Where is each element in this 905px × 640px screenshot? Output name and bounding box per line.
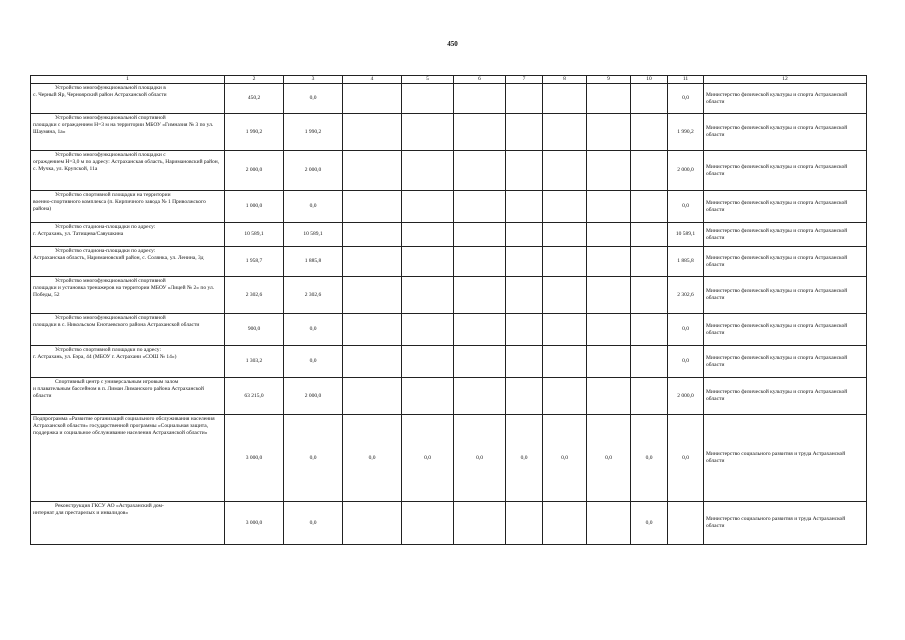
- amount-cell: 2 000,0: [225, 151, 284, 191]
- row-description: [31, 223, 225, 247]
- amount-cell: [587, 378, 631, 415]
- row-text: площадки в с. Никольском Енотаевского района Астраханской области: [33, 321, 200, 328]
- amount-cell: [402, 191, 454, 223]
- table-row: [31, 502, 867, 545]
- amount-cell: 1 990,2: [668, 114, 704, 151]
- column-number: 6: [454, 76, 506, 84]
- column-number: 7: [506, 76, 543, 84]
- amount-cell: 10 589,1: [284, 223, 343, 247]
- amount-cell: [587, 277, 631, 314]
- row-description: [31, 114, 225, 151]
- amount-cell: [454, 277, 506, 314]
- row-title: Устройство многофункциональной спортивной: [55, 315, 166, 321]
- amount-cell: [402, 247, 454, 277]
- row-text: г. Астрахань, ул. Бэра, 44 (МБОУ г. Астрахани «СОШ № 14»): [33, 353, 177, 360]
- amount-cell: [631, 191, 668, 223]
- row-text: интернат для престарелых и инвалидов»: [33, 509, 129, 516]
- amount-cell: [343, 277, 402, 314]
- amount-cell: [543, 277, 587, 314]
- amount-cell: 0,0: [284, 314, 343, 346]
- amount-cell: [587, 247, 631, 277]
- row-title: Устройство спортивной площадки на территории: [55, 192, 171, 198]
- row-description: [31, 277, 225, 314]
- amount-cell: 2 000,0: [284, 378, 343, 415]
- table-row: [31, 378, 867, 415]
- row-title: Устройство многофункциональной площадки в: [55, 85, 166, 91]
- column-number: 9: [587, 76, 631, 84]
- amount-cell: 2 302,6: [225, 277, 284, 314]
- responsible-organization: Министерство физической культуры и спорта Астраханской области: [704, 247, 867, 277]
- responsible-organization: Министерство физической культуры и спорта Астраханской области: [704, 378, 867, 415]
- table-row: [31, 277, 867, 314]
- row-description: [31, 191, 225, 223]
- table-row: [31, 247, 867, 277]
- amount-cell: [402, 378, 454, 415]
- responsible-organization: Министерство физической культуры и спорта Астраханской области: [704, 314, 867, 346]
- amount-cell: 0,0: [668, 191, 704, 223]
- amount-cell: 0,0: [284, 415, 343, 502]
- amount-cell: [454, 151, 506, 191]
- amount-cell: [543, 346, 587, 378]
- row-description: [31, 502, 225, 545]
- table-row: [31, 84, 867, 114]
- amount-cell: [402, 277, 454, 314]
- amount-cell: 0,0: [668, 84, 704, 114]
- amount-cell: 1 000,0: [225, 191, 284, 223]
- amount-cell: [506, 191, 543, 223]
- amount-cell: 2 000,0: [668, 151, 704, 191]
- amount-cell: [587, 314, 631, 346]
- row-title: Устройство многофункциональной спортивной: [55, 278, 166, 284]
- row-title: Устройство стадиона-площадки по адресу:: [55, 248, 156, 254]
- page-number: 450: [447, 40, 458, 48]
- column-number: 2: [225, 76, 284, 84]
- row-text: г. Астрахань, ул. Татищева/Савушкина: [33, 230, 124, 237]
- amount-cell: 1 885,8: [284, 247, 343, 277]
- amount-cell: 2 000,0: [668, 378, 704, 415]
- amount-cell: 0,0: [343, 415, 402, 502]
- amount-cell: [543, 502, 587, 545]
- amount-cell: [343, 378, 402, 415]
- amount-cell: [587, 502, 631, 545]
- amount-cell: [587, 346, 631, 378]
- amount-cell: 0,0: [631, 415, 668, 502]
- amount-cell: 2 302,6: [284, 277, 343, 314]
- row-text: площадки и установка тренажеров на территории МБОУ «Лицей № 2» по ул. Победы, 52: [33, 284, 215, 298]
- row-description: [31, 314, 225, 346]
- amount-cell: [506, 114, 543, 151]
- budget-table: [30, 75, 867, 545]
- amount-cell: [587, 84, 631, 114]
- column-number: 1: [31, 76, 225, 84]
- amount-cell: [454, 84, 506, 114]
- row-description: [31, 415, 225, 502]
- amount-cell: 900,0: [225, 314, 284, 346]
- responsible-organization: Министерство физической культуры и спорта Астраханской области: [704, 151, 867, 191]
- amount-cell: [506, 151, 543, 191]
- row-text: с. Черный Яр, Черноярский район Астраханской области: [33, 91, 167, 98]
- table-row: [31, 191, 867, 223]
- amount-cell: [587, 114, 631, 151]
- amount-cell: [543, 378, 587, 415]
- row-title: Реконструкция ГКСУ АО «Астраханский дом-: [55, 503, 164, 509]
- amount-cell: 0,0: [543, 415, 587, 502]
- amount-cell: 1 990,2: [225, 114, 284, 151]
- amount-cell: [402, 114, 454, 151]
- column-number-row: [31, 76, 867, 84]
- amount-cell: [343, 502, 402, 545]
- amount-cell: 0,0: [284, 346, 343, 378]
- amount-cell: 63 215,0: [225, 378, 284, 415]
- amount-cell: 0,0: [284, 191, 343, 223]
- amount-cell: 0,0: [284, 84, 343, 114]
- row-title: Устройство спортивной площадки по адресу:: [55, 347, 161, 353]
- amount-cell: [402, 346, 454, 378]
- row-title: Спортивный центр с универсальным игровым залом: [55, 379, 179, 385]
- row-text: Подпрограмма «Развитие организаций социального обслуживания населения Астраханской области» государственной программы «Социальная защита, поддержка и социальное обслуживание населения Астраханской области»: [33, 416, 215, 436]
- responsible-organization: Министерство физической культуры и спорта Астраханской области: [704, 191, 867, 223]
- amount-cell: [631, 277, 668, 314]
- column-number: 10: [631, 76, 668, 84]
- amount-cell: [343, 191, 402, 223]
- amount-cell: [631, 84, 668, 114]
- responsible-organization: Министерство физической культуры и спорта Астраханской области: [704, 84, 867, 114]
- amount-cell: [631, 346, 668, 378]
- amount-cell: 0,0: [454, 415, 506, 502]
- amount-cell: 0,0: [402, 415, 454, 502]
- amount-cell: 0,0: [668, 346, 704, 378]
- responsible-organization: Министерство физической культуры и спорта Астраханской области: [704, 223, 867, 247]
- amount-cell: 0,0: [587, 415, 631, 502]
- amount-cell: [543, 191, 587, 223]
- amount-cell: 1 885,8: [668, 247, 704, 277]
- amount-cell: [454, 502, 506, 545]
- amount-cell: [543, 247, 587, 277]
- amount-cell: [543, 84, 587, 114]
- row-description: [31, 378, 225, 415]
- amount-cell: 0,0: [284, 502, 343, 545]
- amount-cell: [454, 314, 506, 346]
- amount-cell: 3 000,0: [225, 502, 284, 545]
- amount-cell: 450,2: [225, 84, 284, 114]
- column-number: 8: [543, 76, 587, 84]
- amount-cell: [506, 346, 543, 378]
- amount-cell: [506, 314, 543, 346]
- amount-cell: [668, 502, 704, 545]
- row-text: ограждением Н=3,0 м по адресу: Астраханская область, Наримановский район, с. Мучка, ул. Крупской, 11а: [33, 158, 220, 172]
- amount-cell: [454, 247, 506, 277]
- table-row: [31, 114, 867, 151]
- amount-cell: [402, 502, 454, 545]
- amount-cell: [343, 223, 402, 247]
- amount-cell: 2 000,0: [284, 151, 343, 191]
- amount-cell: [631, 247, 668, 277]
- row-description: [31, 346, 225, 378]
- amount-cell: [587, 191, 631, 223]
- responsible-organization: Министерство физической культуры и спорта Астраханской области: [704, 346, 867, 378]
- column-number: 3: [284, 76, 343, 84]
- row-description: [31, 84, 225, 114]
- row-description: [31, 151, 225, 191]
- amount-cell: [454, 223, 506, 247]
- amount-cell: [402, 223, 454, 247]
- amount-cell: [454, 191, 506, 223]
- amount-cell: [631, 223, 668, 247]
- table-row: [31, 223, 867, 247]
- row-title: Устройство многофункциональной спортивной: [55, 115, 166, 121]
- amount-cell: 3 000,0: [225, 415, 284, 502]
- column-number: 5: [402, 76, 454, 84]
- table-row: [31, 151, 867, 191]
- amount-cell: 10 589,1: [225, 223, 284, 247]
- amount-cell: [587, 151, 631, 191]
- amount-cell: 1 303,2: [225, 346, 284, 378]
- row-description: [31, 247, 225, 277]
- amount-cell: [543, 223, 587, 247]
- amount-cell: [506, 502, 543, 545]
- amount-cell: [506, 247, 543, 277]
- amount-cell: [454, 114, 506, 151]
- responsible-organization: Министерство физической культуры и спорта Астраханской области: [704, 277, 867, 314]
- amount-cell: 0,0: [668, 415, 704, 502]
- amount-cell: [631, 114, 668, 151]
- amount-cell: 2 302,6: [668, 277, 704, 314]
- amount-cell: 0,0: [631, 502, 668, 545]
- amount-cell: 1 990,2: [284, 114, 343, 151]
- amount-cell: [402, 151, 454, 191]
- amount-cell: [543, 114, 587, 151]
- amount-cell: [506, 223, 543, 247]
- amount-cell: [343, 346, 402, 378]
- table-row: [31, 314, 867, 346]
- row-text: Астраханская область, Наримановский район, с. Солянка, ул. Ленина, 3д: [33, 254, 204, 261]
- table-row: [31, 346, 867, 378]
- responsible-organization: Министерство социального развития и труда Астраханской области: [704, 415, 867, 502]
- row-text: военно-спортивного комплекса (п. Кирпичного завода № 1 Приволжского района): [33, 198, 206, 212]
- amount-cell: [343, 314, 402, 346]
- amount-cell: [402, 84, 454, 114]
- row-title: Устройство стадиона-площадки по адресу:: [55, 224, 156, 230]
- row-title: Устройство многофункциональной площадки с: [55, 152, 166, 158]
- amount-cell: [402, 314, 454, 346]
- amount-cell: [587, 223, 631, 247]
- column-number: 4: [343, 76, 402, 84]
- column-number: 12: [704, 76, 867, 84]
- responsible-organization: Министерство социального развития и труда Астраханской области: [704, 502, 867, 545]
- table-row: [31, 415, 867, 502]
- amount-cell: 10 589,1: [668, 223, 704, 247]
- amount-cell: [631, 151, 668, 191]
- responsible-organization: Министерство физической культуры и спорта Астраханской области: [704, 114, 867, 151]
- amount-cell: 1 958,7: [225, 247, 284, 277]
- row-text: площадки с ограждением Н=3 м на территории МБОУ «Гимназия № 3 по ул. Шаумяна, 1а»: [33, 121, 214, 135]
- amount-cell: [343, 151, 402, 191]
- amount-cell: [506, 277, 543, 314]
- amount-cell: [454, 346, 506, 378]
- amount-cell: [506, 84, 543, 114]
- amount-cell: [506, 378, 543, 415]
- column-number: 11: [668, 76, 704, 84]
- amount-cell: [543, 151, 587, 191]
- amount-cell: 0,0: [506, 415, 543, 502]
- amount-cell: [543, 314, 587, 346]
- amount-cell: [631, 378, 668, 415]
- amount-cell: 0,0: [668, 314, 704, 346]
- amount-cell: [343, 247, 402, 277]
- amount-cell: [343, 114, 402, 151]
- amount-cell: [454, 378, 506, 415]
- amount-cell: [631, 314, 668, 346]
- amount-cell: [343, 84, 402, 114]
- row-text: и плавательным бассейном в п. Лиман Лиманского района Астраханской области: [33, 385, 204, 399]
